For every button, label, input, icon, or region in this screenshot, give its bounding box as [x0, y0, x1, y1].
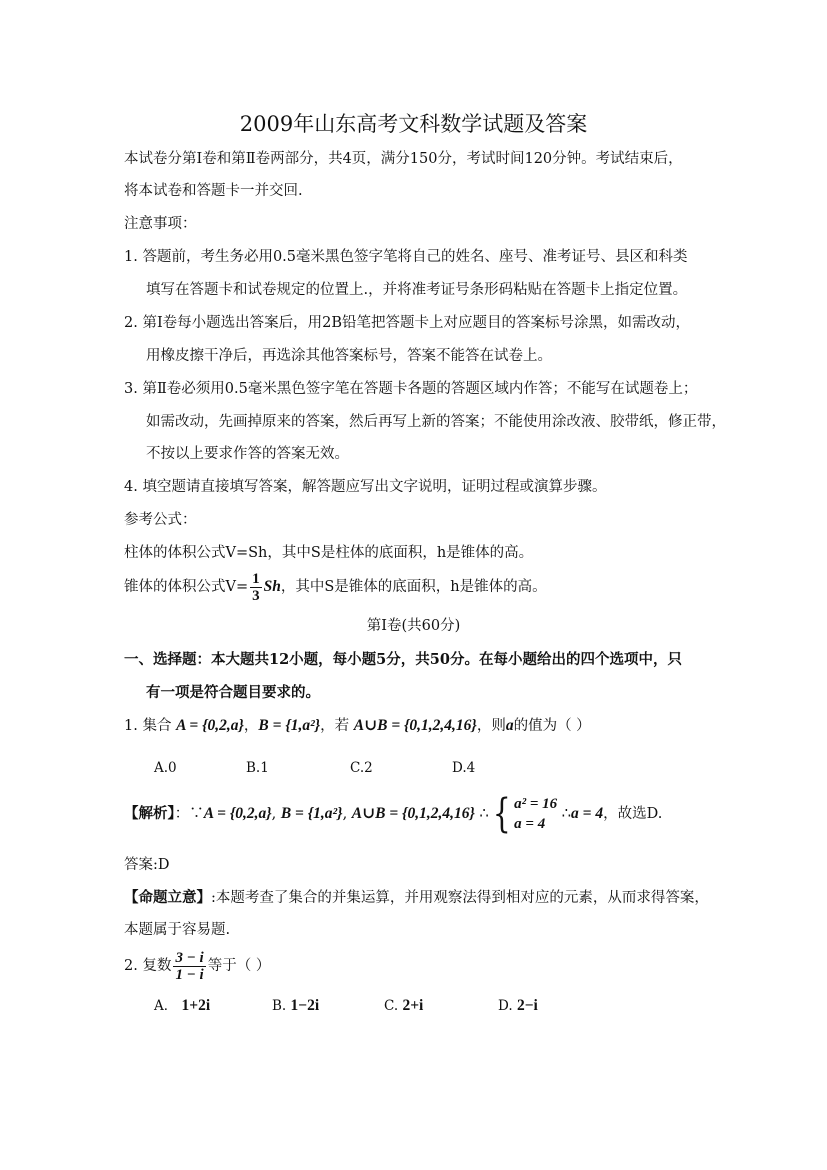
q2-option-a: [154, 996, 210, 1016]
q1-option-b: B.1: [246, 760, 269, 776]
note-1-line-2: 填写在答题卡和试卷规定的位置上.，并将准考证号条形码粘贴在答题卡上指定位置。: [146, 282, 688, 298]
note-2-line-1: 2. 第Ⅰ卷每小题选出答案后，用2B铅笔把答题卡上对应题目的答案标号涂黑，如需改动，: [124, 315, 691, 331]
cone-formula-prefix: 锥体的体积公式V=: [124, 579, 249, 595]
left-brace-icon: {: [492, 791, 511, 837]
cylinder-formula: 柱体的体积公式V=Sh，其中S是柱体的底面积，h是锥体的高。: [124, 545, 534, 561]
page-title: 2009年山东高考文科数学试题及答案: [239, 112, 588, 136]
question-1: [124, 716, 591, 736]
intro-line-1: 本试卷分第Ⅰ卷和第Ⅱ卷两部分，共4页，满分150分，考试时间120分钟。考试结束后，: [124, 151, 683, 167]
part1-heading: 第Ⅰ卷(共60分): [366, 618, 461, 634]
q2-option-d-label: D.: [498, 998, 513, 1014]
formulas-heading: 参考公式：: [124, 512, 197, 528]
q1-intent-line-2: 本题属于容易题.: [124, 922, 231, 938]
q1-intent-label: 【命题立意】: [124, 889, 211, 906]
q1-analysis-lead: ：∵: [174, 806, 204, 822]
q2-option-a-value: 1+2i: [181, 997, 211, 1014]
q1-intent: [124, 888, 709, 908]
q2-option-b-label: B.: [272, 998, 287, 1014]
cone-fraction: [250, 571, 262, 604]
q1-eq-2: a = 4: [514, 816, 546, 832]
q1-set-a: A = {0,2,a}: [176, 717, 244, 734]
q2-option-b-value: 1−2i: [290, 997, 320, 1014]
q1-conclusion: a = 4: [571, 805, 604, 822]
note-3-line-2: 如需改动，先画掉原来的答案，然后再写上新的答案；不能使用涂改液、胶带纸，修正带，: [146, 414, 726, 430]
q1-set-b: B = {1,a²}: [258, 717, 321, 734]
q1-analysis-set-a: A = {0,2,a}: [203, 805, 272, 822]
q2-fraction: [173, 950, 205, 983]
q1-therefore-1: ∴: [479, 806, 489, 822]
q1-suffix: ，则: [476, 718, 506, 734]
section-instruction-line-1: 一、选择题：本大题共12小题，每小题5分，共50分。在每小题给出的四个选项中，只: [124, 651, 682, 668]
note-1-line-1: 1. 答题前，考生务必用0.5毫米黑色签字笔将自己的姓名、座号、准考证号、县区和科类: [124, 249, 688, 265]
cone-fraction-var: Sh: [263, 578, 281, 595]
q2-option-c-label: C.: [384, 998, 399, 1014]
q2-option-a-label: A．: [154, 998, 178, 1014]
q1-union: A∪B = {0,1,2,4,16}: [353, 717, 477, 734]
cone-fraction-num: 1: [252, 570, 260, 587]
note-4: 4. 填空题请直接填写答案，解答题应写出文字说明，证明过程或演算步骤。: [124, 479, 607, 495]
q1-mid: ，若: [320, 718, 350, 734]
q1-prefix: 1. 集合: [124, 718, 172, 734]
q1-eq-1: a² = 16: [514, 796, 558, 812]
cone-formula: [124, 568, 547, 606]
q1-var: a: [505, 717, 514, 734]
q1-option-a: A.0: [154, 760, 177, 776]
q1-choice: ，故选D.: [603, 806, 663, 822]
q2-option-d: [498, 996, 538, 1016]
q1-equation-system: [514, 794, 557, 834]
note-2-line-2: 用橡皮擦干净后，再选涂其他答案标号，答案不能答在试卷上。: [146, 348, 552, 364]
q1-analysis-union: A∪B = {0,1,2,4,16}: [351, 805, 475, 822]
q1-analysis-set-b: B = {1,a²}: [280, 805, 343, 822]
q2-option-c-value: 2+i: [402, 997, 424, 1014]
q2-suffix: 等于（ ）: [207, 958, 271, 974]
q2-option-b: [272, 996, 319, 1016]
q2-option-c: [384, 996, 423, 1016]
q2-option-d-value: 2−i: [516, 997, 538, 1014]
q2-fraction-den: 1 − i: [175, 966, 204, 983]
intro-line-2: 将本试卷和答题卡一并交回.: [124, 183, 303, 199]
q1-option-d: D.4: [452, 760, 476, 776]
notes-heading: 注意事项：: [124, 216, 197, 232]
note-3-line-1: 3. 第Ⅱ卷必须用0.5毫米黑色签字笔在答题卡各题的答题区域内作答；不能写在试题卷上；: [124, 381, 698, 397]
q1-analysis: 【解析】：∵A = {0,2,a}, B = {1,a²}, A∪B = {0,1,2,4,16} ∴{ a² = 16 a = 4 ∴a = 4，故选D.: [124, 791, 663, 837]
q1-tail: 的值为（ ）: [513, 718, 591, 734]
q1-therefore-2: ∴: [561, 806, 572, 822]
q1-option-c: C.2: [350, 760, 373, 776]
q1-answer: 答案:D: [124, 857, 170, 873]
q1-analysis-label: 【解析】: [124, 805, 175, 822]
q1-sep: ，: [243, 718, 259, 734]
question-2: [124, 946, 270, 986]
note-3-line-3: 不按以上要求作答的答案无效。: [146, 446, 349, 462]
cone-fraction-den: 3: [252, 587, 260, 604]
q2-fraction-num: 3 − i: [175, 949, 204, 966]
section-instruction-line-2: 有一项是符合题目要求的。: [146, 684, 320, 701]
cone-formula-suffix: ，其中S是锥体的底面积，h是锥体的高。: [280, 579, 547, 595]
q2-prefix: 2. 复数: [124, 958, 172, 974]
q1-intent-text: :本题考查了集合的并集运算，并用观察法得到相对应的元素，从而求得答案，: [211, 890, 709, 906]
